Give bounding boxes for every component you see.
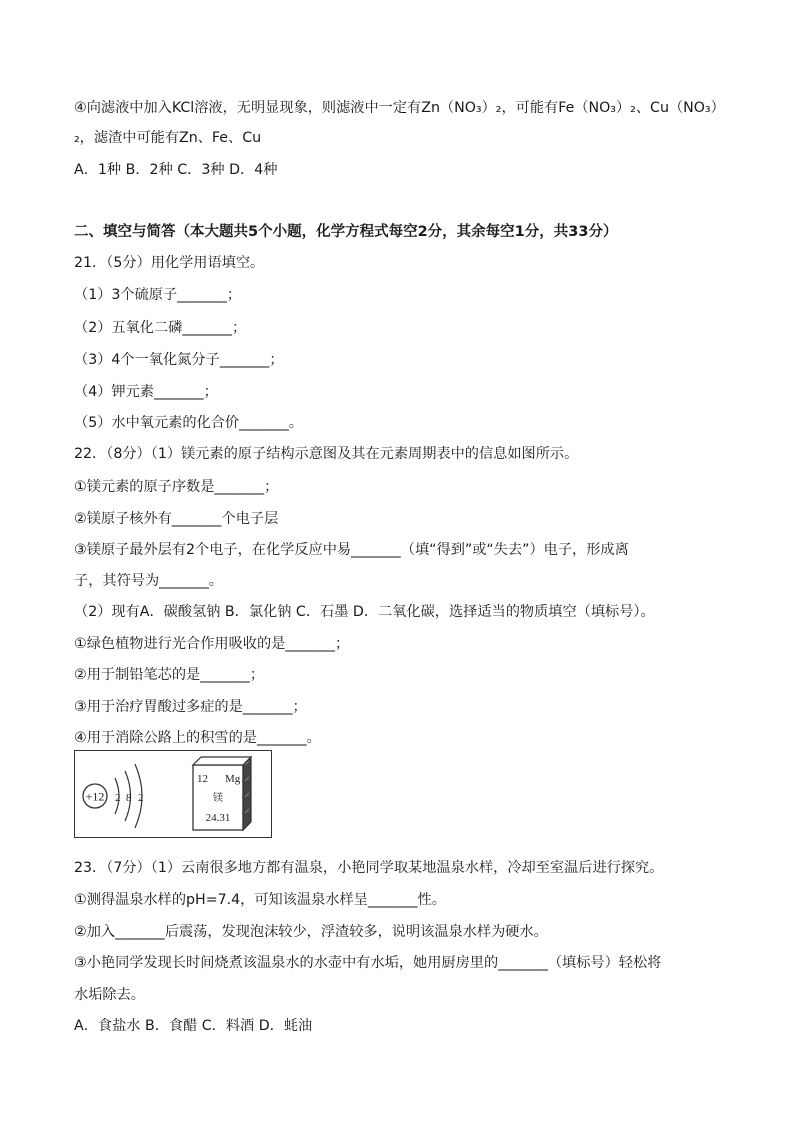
q23-part1-c-line1: ③小艳同学发现长时间烧煮该温泉水的水壶中有水垢，她用厨房里的_______（填标号）轻松将 [74,955,662,971]
q21-item-4: （4）钾元素_______； [74,384,218,400]
shell-1-electrons: 2 [115,792,121,804]
magnesium-figure [74,750,272,838]
cell-name: 镁 [213,793,223,804]
q22-part2-a: ①绿色植物进行光合作用吸收的是_______； [74,636,350,652]
q23-part1-c-line2: 水垢除去。 [74,987,145,1003]
shell-2-electrons: 8 [126,792,132,804]
q20-option-4-line2: ₂，滤渣中可能有Zn、Fe、Cu [74,130,262,146]
nucleus-charge: +12 [85,789,105,804]
q23-choices: A．食盐水 B．食醋 C．料酒 D．蚝油 [74,1018,313,1034]
q22-part2-c: ③用于治疗胃酸过多症的是_______； [74,699,307,715]
q22-part1-c-line2: 子，其符号为_______。 [74,573,223,589]
atom-structure-diagram [83,764,144,828]
cell-symbol: Mg [225,773,241,785]
cell-atomic-number: 12 [197,773,208,785]
q22-part1-b: ②镁原子核外有_______个电子层 [74,511,279,527]
q21-item-3: （3）4个一氧化氮分子_______； [74,352,284,368]
q22-part1-c-line1: ③镁原子最外层有2个电子，在化学反应中易_______（填“得到”或“失去”）电子，形成离 [74,542,629,558]
q20-option-4-line1: ④向滤液中加入KCl溶液，无明显现象，则滤液中一定有Zn（NO₃）₂，可能有Fe（NO₃）₂、Cu（NO₃） [74,100,725,116]
periodic-table-cell [193,757,251,830]
q21-item-5: （5）水中氧元素的化合价_______。 [74,415,303,431]
q21-item-2: （2）五氧化二磷_______； [74,320,247,336]
q22-part1-a: ①镁元素的原子序数是_______； [74,479,279,495]
cell-mass: 24.31 [205,812,231,824]
q22-part2-d: ④用于消除公路上的积雪的是_______。 [74,730,321,746]
q21-stem: 21．（5分）用化学用语填空。 [74,255,265,271]
q23-stem: 23．（7分）（1）云南很多地方都有温泉，小艳同学取某地温泉水样，冷却至室温后进行探究。 [74,860,664,876]
q21-item-1: （1）3个硫原子_______； [74,287,242,303]
q22-part2-b: ②用于制铅笔芯的是_______； [74,667,265,683]
q22-part2-stem: （2）现有A．碳酸氢钠 B．氯化钠 C．石墨 D．二氧化碳，选择适当的物质填空（填标号）。 [74,604,655,620]
q20-choices: A．1种 B．2种 C．3种 D．4种 [74,162,278,178]
q23-part1-a: ①测得温泉水样的pH=7.4，可知该温泉水样呈_______性。 [74,892,446,908]
shell-3-electrons: 2 [138,792,144,804]
q23-part1-b: ②加入_______后震荡，发现泡沫较少，浮渣较多，说明该温泉水样为硬水。 [74,924,548,940]
q22-stem: 22．（8分）（1）镁元素的原子结构示意图及其在元素周期表中的信息如图所示。 [74,446,579,462]
section-2-heading: 二、填空与简答（本大题共5个小题，化学方程式每空2分，其余每空1分，共33分） [74,224,618,240]
